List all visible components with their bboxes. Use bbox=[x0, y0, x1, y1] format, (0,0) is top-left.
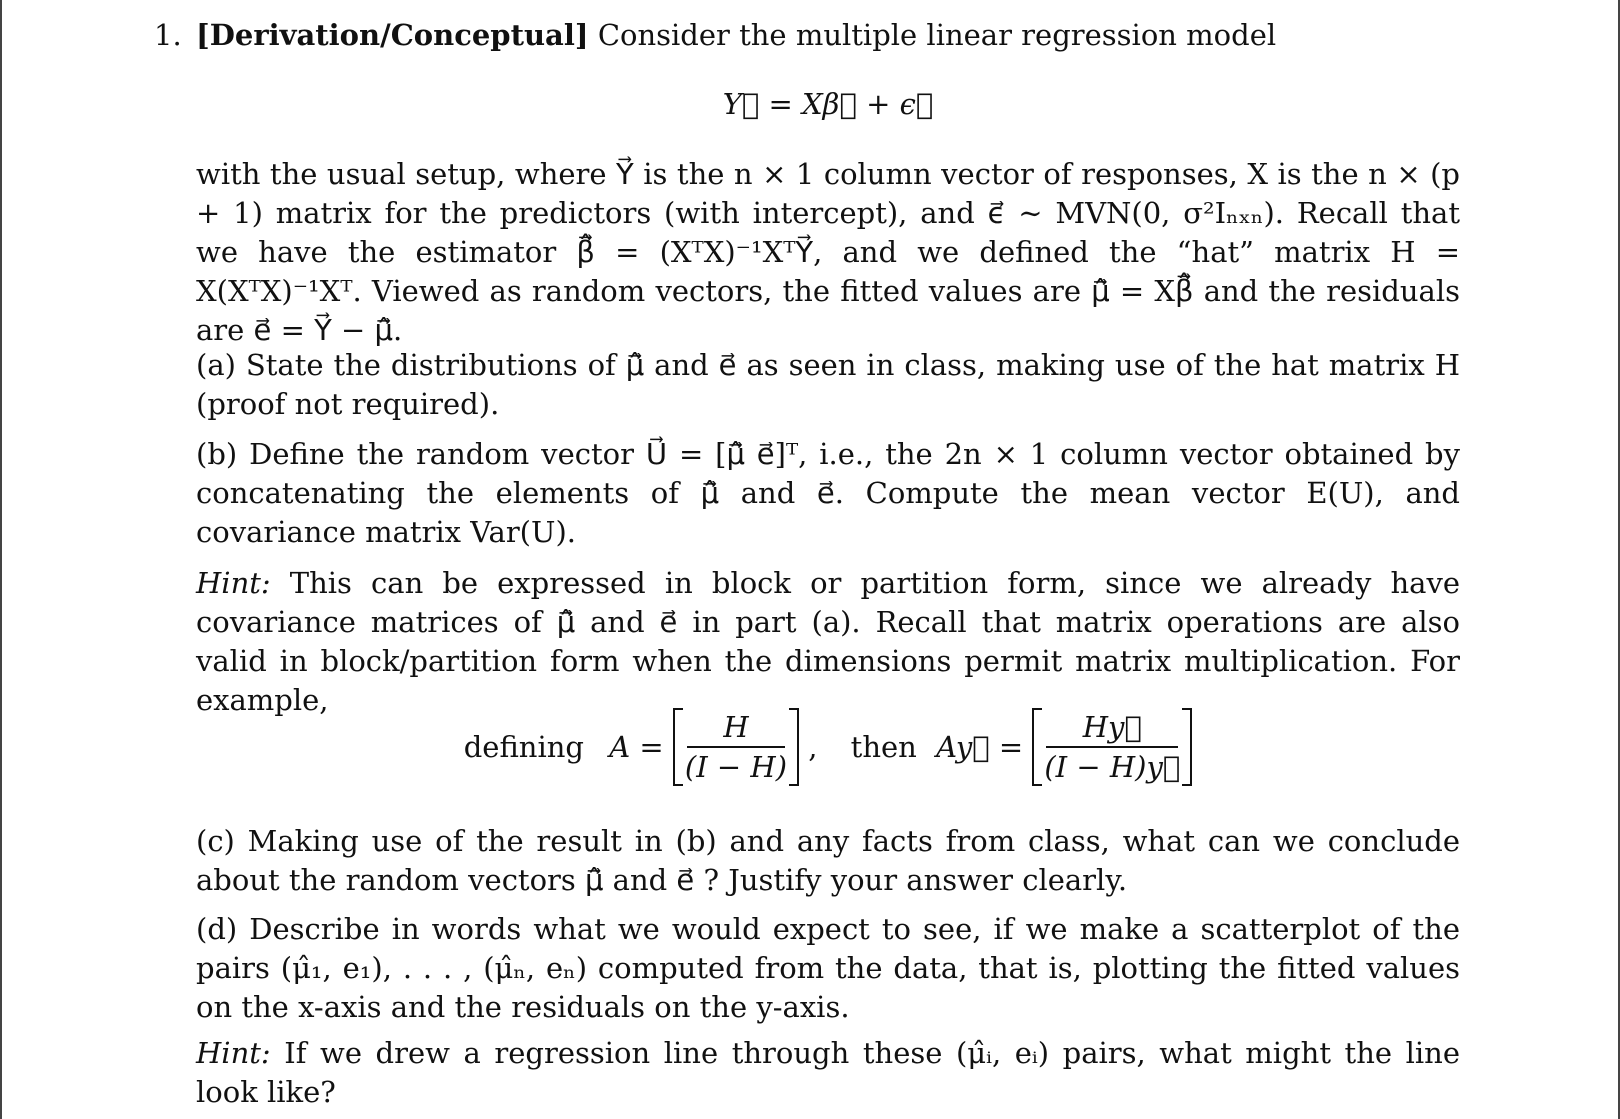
hint-b-text: This can be expressed in block or partition form, since we already have covariance matrices of μ̂⃗ and e⃗ in part (a). Recall that matrix operations are also valid in block/partition form when the dimensions permit matrix multiplication. For example, bbox=[196, 566, 1460, 717]
example-defining: defining bbox=[463, 730, 584, 764]
question-number: 1. bbox=[154, 18, 182, 52]
hint-b-label: Hint: bbox=[196, 566, 271, 600]
part-b: (b) Define the random vector U⃗ = [μ̂⃗ e⃗]ᵀ, i.e., the 2n × 1 column vector obtained by concatenating the elements of μ̂⃗ and e⃗. Compute the mean vector E(U), and covariance matrix Var(U). bbox=[196, 437, 1460, 549]
hint-d-text: If we drew a regression line through these (μ̂ᵢ, eᵢ) pairs, what might the line look like? bbox=[196, 1036, 1460, 1109]
part-a: (a) State the distributions of μ̂⃗ and e⃗ as seen in class, making use of the hat matrix H (proof not required). bbox=[196, 348, 1460, 421]
part-d: (d) Describe in words what we would expect to see, if we make a scatterplot of the pairs (μ̂₁, e₁), . . . , (μ̂ₙ, eₙ) computed from the data, that is, plotting the fitted values on the x-axis and the residuals on the y-axis. bbox=[196, 912, 1460, 1024]
hint-d bbox=[196, 1034, 1460, 1112]
matrix-A-bottom: (I − H) bbox=[684, 750, 788, 784]
block-matrix-example bbox=[196, 708, 1460, 798]
setup-paragraph: with the usual setup, where Y⃗ is the n × 1 column vector of responses, X is the n × (p + 1) matrix for the predictors (with intercept), and ϵ⃗ ∼ MVN(0, σ²Iₙₓₙ). Recall that we have the estimator β̂⃗ = (XᵀX)⁻¹XᵀY⃗, and we defined the “hat” matrix H = X(XᵀX)⁻¹Xᵀ. Viewed as random vectors, the fitted values are μ̂⃗ = Xβ̂⃗ and the residuals are e⃗ = Y⃗ − μ̂⃗. bbox=[196, 157, 1460, 347]
example-A-label: A = bbox=[609, 730, 664, 764]
question-header bbox=[196, 16, 1460, 55]
hint-d-label: Hint: bbox=[196, 1036, 271, 1070]
matrix-Ay-top: Hy⃗ bbox=[1082, 710, 1142, 744]
matrix-Ay-bottom: (I − H)y⃗ bbox=[1044, 750, 1181, 784]
example-comma: , bbox=[808, 730, 818, 764]
example-Ay-label: Ay⃗ = bbox=[936, 730, 1024, 764]
question-heading: [Derivation/Conceptual] bbox=[196, 18, 589, 52]
matrix-A bbox=[673, 708, 799, 786]
matrix-A-top: H bbox=[723, 710, 749, 744]
hint-b bbox=[196, 564, 1460, 720]
matrix-Ay bbox=[1032, 708, 1192, 786]
part-c: (c) Making use of the result in (b) and any facts from class, what can we conclude about the random vectors μ̂⃗ and e⃗ ? Justify your answer clearly. bbox=[196, 824, 1460, 897]
example-then: then bbox=[850, 730, 917, 764]
model-equation: Y⃗ = Xβ⃗ + ϵ⃗ bbox=[722, 87, 934, 121]
question-intro: Consider the multiple linear regression model bbox=[597, 18, 1277, 52]
